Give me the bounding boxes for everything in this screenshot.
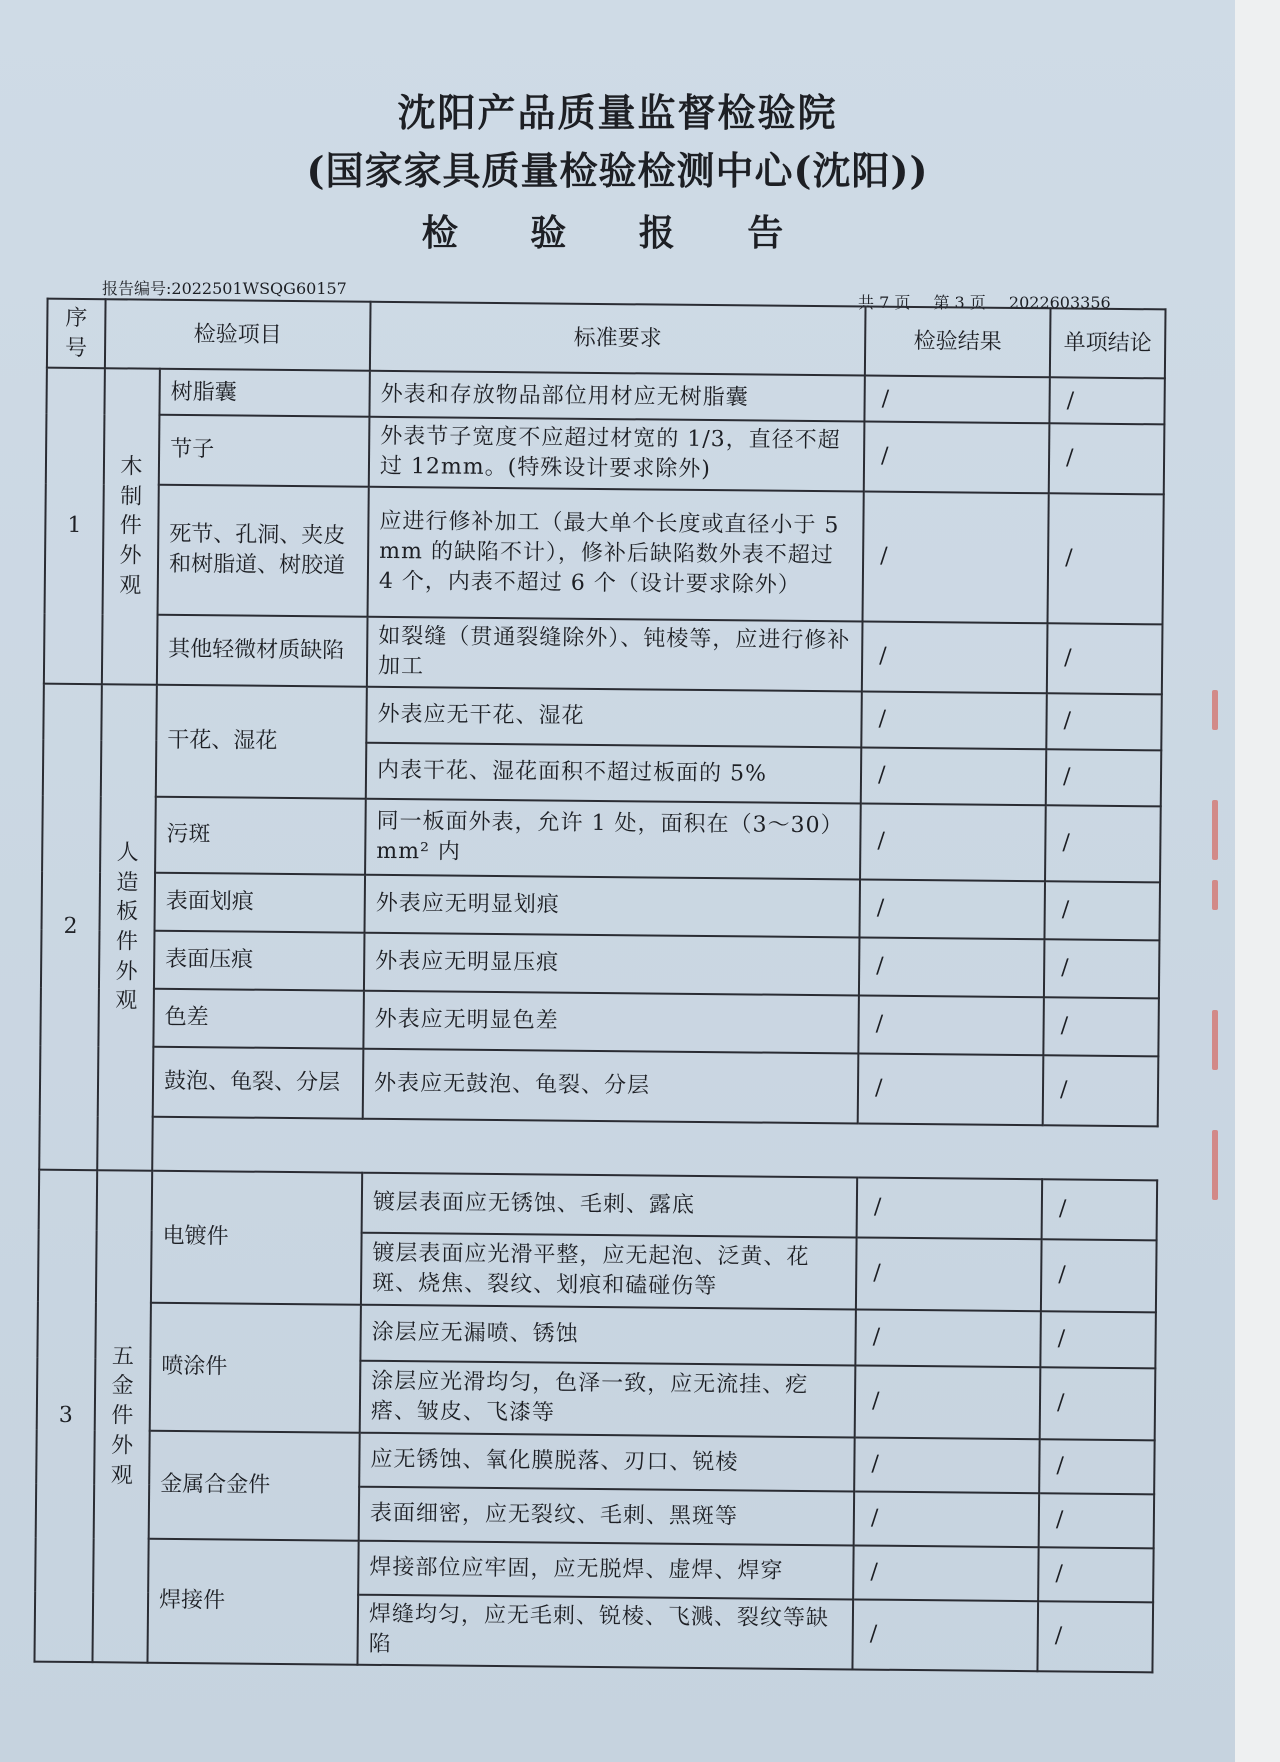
conclusion-cell: / [1039,1439,1155,1494]
standard-text: 外表应无干花、湿花 [366,686,862,747]
conclusion-cell: / [1043,1055,1159,1126]
result-cell: / [852,1599,1038,1671]
conclusion-cell: / [1044,939,1160,998]
item-name: 表面划痕 [155,872,366,932]
scan-margin [1235,0,1280,1762]
col-header-standard: 标准要求 [370,302,866,376]
standard-text: 外表应无明显划痕 [365,874,861,937]
result-cell: / [854,1437,1040,1493]
result-cell: / [864,376,1049,424]
conclusion-cell: / [1040,1311,1156,1368]
item-name: 电镀件 [151,1171,362,1305]
seal-edge-mark [1212,690,1218,730]
standard-text: 外表应无明显色差 [363,990,859,1053]
institute-name: 沈阳产品质量监督检验院 [397,90,838,135]
result-cell: / [857,1177,1043,1239]
table-row [42,871,1161,940]
result-cell: / [861,691,1047,749]
result-cell: / [856,1237,1042,1311]
conclusion-cell: / [1038,1547,1154,1602]
table-row [42,795,1161,882]
seal-edge-mark [1212,1130,1218,1200]
table-row [37,1302,1156,1369]
center-name: (国家家具质量检验检测中心(沈阳)) [306,148,929,193]
total-pages: 共 7 页 [858,293,911,312]
seal-edge-mark [1212,880,1218,910]
result-cell: / [855,1309,1041,1367]
seal-edge-mark [1212,1010,1218,1070]
conclusion-cell: / [1044,881,1160,940]
standard-text: 镀层表面应无锈蚀、毛刺、露底 [362,1173,858,1238]
result-cell: / [854,1491,1040,1547]
current-page: 第 3 页 [933,293,986,312]
serial-number: 2022603356 [1008,293,1111,312]
standard-text: 内表干花、湿花面积不超过板面的 5% [366,742,862,803]
result-cell: / [853,1545,1039,1601]
standard-text: 涂层应光滑均匀，色泽一致，应无流挂、疙瘩、皱皮、飞漆等 [360,1361,856,1438]
table-row [40,987,1159,1056]
standard-text: 外表和存放物品部位用材应无树脂囊 [369,371,864,422]
table-row [40,1045,1159,1126]
standard-text: 应进行修补加工（最大单个长度或直径小于 5 mm 的缺陷不计），修补后缺陷数外表不超过 4 个，内表不超过 6 个（设计要求除外） [368,487,864,622]
col-header-result: 检验结果 [865,307,1051,378]
item-name: 色差 [153,988,364,1048]
conclusion-cell: / [1046,693,1162,750]
standard-text: 应无锈蚀、氧化膜脱落、刃口、锐棱 [359,1433,854,1492]
conclusion-cell: / [1049,378,1164,425]
result-cell: / [860,803,1046,881]
col-header-item: 检验项目 [105,299,371,371]
col-header-seq: 序号 [47,299,106,369]
table-row [46,414,1165,494]
table-row [41,929,1160,998]
result-cell: / [859,879,1045,939]
standard-text: 外表节子宽度不应超过材宽的 1/3，直径不超过 12mm。(特殊设计要求除外) [369,417,865,491]
result-cell: / [863,491,1049,623]
report-title: 检 验 报 告 [421,212,814,254]
standard-text: 镀层表面应光滑平整，应无起泡、泛黄、花斑、烧焦、裂纹、划痕和磕碰伤等 [361,1233,857,1310]
inspection-table [33,298,1166,1674]
standard-text: 外表应无明显压痕 [364,932,860,995]
item-name: 喷涂件 [150,1303,361,1433]
result-cell: / [859,937,1045,997]
item-name: 节子 [159,415,370,486]
item-name: 干花、湿花 [156,684,367,798]
table-row [36,1430,1154,1495]
standard-text: 同一板面外表，允许 1 处，面积在（3～30）mm² 内 [365,798,861,879]
item-name: 死节、孔洞、夹皮和树脂道、树胶道 [158,484,369,616]
standard-text: 外表应无鼓泡、龟裂、分层 [363,1048,859,1123]
conclusion-cell: / [1039,1493,1155,1548]
conclusion-cell: / [1040,1367,1156,1440]
item-name: 其他轻微材质缺陷 [157,614,368,686]
item-name: 表面压痕 [154,930,365,990]
item-name: 污斑 [155,796,366,874]
result-cell: / [855,1365,1041,1439]
conclusion-cell: / [1041,1239,1157,1312]
standard-text: 表面细密，应无裂纹、毛刺、黑斑等 [359,1487,854,1546]
group-category: 木 制 件 外 观 [102,369,160,685]
standard-text: 焊缝均匀，应无毛刺、锐棱、飞溅、裂纹等缺陷 [357,1595,853,1670]
conclusion-cell: / [1043,997,1159,1056]
conclusion-cell: / [1037,1601,1153,1672]
standard-text: 涂层应无漏喷、锈蚀 [360,1305,856,1366]
item-name: 鼓泡、龟裂、分层 [153,1046,364,1118]
standard-text: 如裂缝（贯通裂缝除外）、钝棱等，应进行修补加工 [367,617,863,692]
table-row [44,613,1163,694]
result-cell: / [858,995,1044,1055]
table-row [45,483,1164,624]
conclusion-cell: / [1047,623,1163,694]
group-seq: 1 [44,368,105,684]
result-cell: / [864,422,1050,493]
conclusion-cell: / [1045,805,1161,882]
conclusion-cell: / [1049,424,1165,494]
conclusion-cell: / [1046,749,1162,806]
item-name: 金属合金件 [149,1431,360,1541]
table-row [39,1170,1158,1241]
conclusion-cell: / [1048,493,1164,624]
standard-text: 焊接部位应牢固，应无脱焊、虚焊、焊穿 [358,1541,853,1600]
group-category: 人 造 板 件 外 观 [97,684,157,1171]
group-seq: 2 [39,683,102,1170]
col-header-conclusion: 单项结论 [1050,308,1166,378]
report-number: 报告编号:2022501WSQG60157 [102,279,347,298]
item-name: 焊接件 [147,1539,358,1665]
group-category: 五 金 件 外 观 [92,1170,152,1663]
result-cell: / [861,747,1047,805]
table-row [43,683,1162,750]
seal-edge-mark [1212,800,1218,860]
result-cell: / [862,621,1048,693]
result-cell: / [858,1053,1044,1125]
group-seq: 3 [34,1170,97,1663]
conclusion-cell: / [1042,1179,1158,1240]
table-row [35,1538,1153,1603]
item-name: 树脂囊 [159,369,369,417]
